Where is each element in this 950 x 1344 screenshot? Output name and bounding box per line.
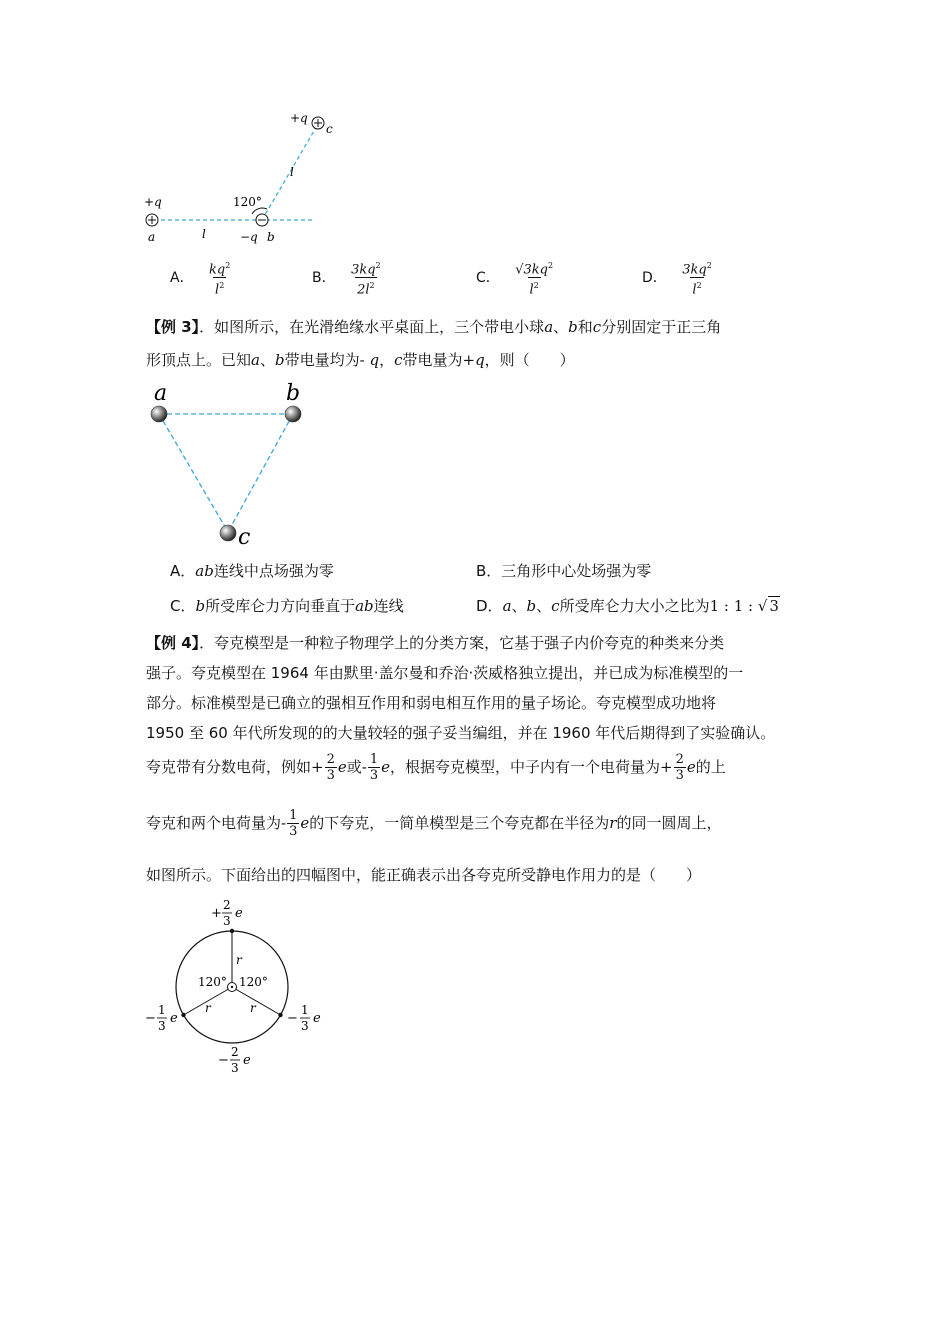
charge-b-label: −q: [240, 230, 258, 244]
option-a[interactable]: A． $\frac{kq^2}{l^2}$: [170, 261, 231, 298]
ex3-tag: 【例 3】: [146, 318, 200, 336]
ex4-tag: 【例 4】: [146, 634, 200, 652]
point-c-label: c: [326, 122, 333, 136]
ex3-line1: 【例 3】．如图所示，在光滑绝缘水平桌面上，三个带电小球a、b和c分别固定于正三角: [146, 318, 722, 336]
charge-c-label: +q: [290, 111, 308, 125]
svg-text:3: 3: [231, 1061, 239, 1075]
svg-text:1: 1: [158, 1003, 166, 1017]
svg-text:2: 2: [223, 898, 231, 912]
angle-left-label: 120°: [198, 975, 227, 989]
ball-c-label: c: [238, 525, 251, 550]
point-b-label: b: [267, 230, 275, 244]
ex4-line3: 部分。标准模型是已确立的强相互作用和弱电相互作用的量子场论。夸克模型成功地将: [146, 694, 717, 712]
svg-text:3: 3: [223, 914, 231, 928]
ex4-line5: 夸克带有分数电荷，例如+ $\frac{2}{3}$ e或- $\frac{1}{3}$ e，根据夸克模型，中子内有一个电荷量为+ $\frac{2}{3}$ e的上: [146, 752, 726, 783]
svg-text:e: e: [313, 1011, 321, 1026]
figure-triangle: [140, 380, 320, 550]
radius-label-left: r: [205, 1001, 211, 1015]
quark-right: [278, 1013, 282, 1017]
ex3-option-d[interactable]: D．a、b、c所受库仑力大小之比为1 : 1 : √ 3: [476, 597, 779, 615]
svg-text:−: −: [287, 1011, 298, 1026]
svg-text:2: 2: [231, 1045, 239, 1059]
figure-charges-abc: [140, 108, 340, 248]
angle-right-label: 120°: [239, 975, 268, 989]
length-label-bc: l: [290, 165, 294, 179]
option-c[interactable]: C． $\frac{√3kq^2}{l^2}$: [476, 261, 554, 298]
svg-text:3: 3: [301, 1019, 309, 1033]
svg-text:e: e: [243, 1053, 251, 1068]
ex4-line7: 如图所示。下面给出的四幅图中，能正确表示出各夸克所受静电作用力的是（ ）: [146, 866, 702, 884]
svg-text:+: +: [211, 906, 222, 921]
length-label-ab: l: [202, 227, 206, 241]
charge-a-label: +q: [144, 195, 162, 209]
point-a-label: a: [148, 230, 156, 244]
option-d[interactable]: D． $\frac{3kq^2}{l^2}$: [642, 261, 712, 298]
option-b[interactable]: B． $\frac{3kq^2}{2l^2}$: [312, 261, 381, 298]
ex4-line1: 【例 4】．夸克模型是一种粒子物理学上的分类方案，它基于强子内价夸克的种类来分类: [146, 634, 725, 652]
ex3-option-c[interactable]: C．b所受库仑力方向垂直于ab连线: [170, 597, 404, 615]
angle-label: 120°: [233, 195, 262, 209]
quark-top: [230, 929, 234, 933]
figure-quark-circle: [140, 892, 340, 1082]
ball-a-label: a: [154, 381, 168, 406]
svg-text:1: 1: [301, 1003, 309, 1017]
ball-c: [220, 525, 236, 541]
ball-b: [285, 406, 301, 422]
ex4-line6: 夸克和两个电荷量为- $\frac{1}{3}$ e的下夸克，一简单模型是三个夸克都在半径为r的同一圆周上，: [146, 808, 722, 839]
svg-text:−: −: [145, 1011, 156, 1026]
ex3-line2: 形顶点上。已知a、b带电量均为- q，c带电量为+q，则（ ）: [146, 351, 575, 369]
ball-a: [151, 406, 167, 422]
ex3-option-a[interactable]: A．ab连线中点场强为零: [170, 562, 334, 580]
ball-b-label: b: [286, 381, 301, 406]
svg-text:3: 3: [158, 1019, 166, 1033]
svg-text:e: e: [170, 1011, 178, 1026]
radius-label-top: r: [236, 953, 242, 967]
quark-left: [181, 1013, 185, 1017]
svg-text:e: e: [235, 906, 243, 921]
svg-text:−: −: [218, 1053, 229, 1068]
radius-label-right: r: [250, 1001, 256, 1015]
ex4-line2: 强子。夸克模型在 1964 年由默里·盖尔曼和乔治·茨威格独立提出，并已成为标准模型的一: [146, 664, 744, 682]
ex4-line4: 1950 至 60 年代所发现的的大量较轻的强子妥当编组，并在 1960 年代后期得到了实验确认。: [146, 724, 776, 742]
ex3-option-b[interactable]: B．三角形中心处场强为零: [476, 562, 652, 580]
